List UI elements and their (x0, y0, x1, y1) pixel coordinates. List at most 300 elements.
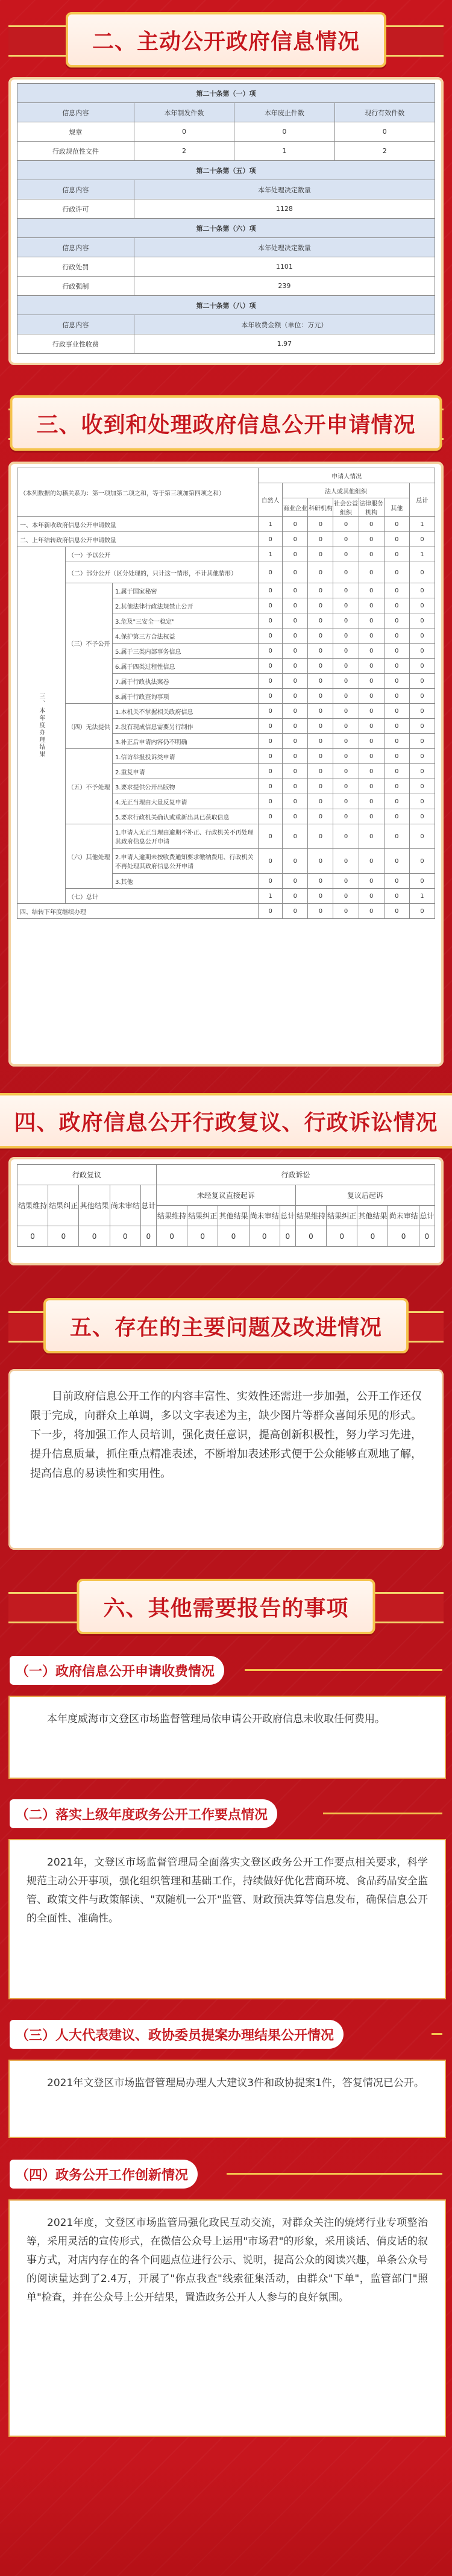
table-cell: 0 (384, 628, 409, 644)
table-cell: 0 (308, 517, 333, 532)
applications-table (17, 468, 435, 919)
section-header-public-info (0, 8, 452, 66)
table-cell: 0 (359, 689, 384, 704)
column-header: 本年处理决定数量 (134, 238, 435, 257)
table-cell: 0 (283, 628, 308, 644)
innovation-box (8, 2199, 446, 2437)
table-cell: 0 (17, 1226, 48, 1247)
section-title: 三、收到和处理政府信息公开申请情况 (36, 412, 416, 437)
table-cell: 0 (259, 532, 283, 547)
table-cell: 0 (283, 764, 308, 779)
table-cell: 0 (409, 779, 435, 794)
table-cell: 0 (359, 517, 384, 532)
table-cell: 0 (359, 628, 384, 644)
table-cell: 0 (333, 874, 359, 889)
table-cell: 0 (283, 644, 308, 659)
row-label: 2.申请人逾期未按收费通知要求缴纳费用、行政机关不再处理其政府信息公开申请 (112, 849, 258, 874)
table-cell: 0 (359, 674, 384, 689)
table-corner-note: （本列数据的勾稽关系为：第一项加第二项之和，等于第三项加第四项之和） (17, 468, 259, 517)
column-header: 其他结果 (218, 1206, 249, 1226)
subheading-tag (10, 1799, 277, 1828)
table-cell: 0 (140, 1226, 156, 1247)
table-cell: 0 (259, 874, 283, 889)
header-plate (43, 1298, 409, 1353)
table-cell: 0 (333, 734, 359, 749)
column-header: 信息内容 (17, 180, 134, 199)
column-header: 商业企业 (283, 498, 308, 517)
subheading-key-points (10, 1799, 442, 1828)
table-cell: 0 (409, 613, 435, 628)
table-cell: 0 (308, 719, 333, 734)
table-cell: 1 (409, 889, 435, 904)
table-cell: 0 (308, 889, 333, 904)
section-title: 二、主动公开政府信息情况 (92, 29, 360, 54)
table-cell: 0 (308, 674, 333, 689)
table-cell: 0 (308, 532, 333, 547)
header-plate (10, 395, 442, 451)
table-cell: 0 (283, 583, 308, 598)
table-cell: 0 (359, 547, 384, 562)
table-cell: 0 (283, 779, 308, 794)
table-cell: 0 (134, 122, 234, 142)
column-header: 本年处理决定数量 (134, 180, 435, 199)
table-cell: 0 (308, 904, 333, 919)
table-cell: 2 (134, 142, 234, 161)
table-cell: 0 (384, 904, 409, 919)
row-label: 2.其他法律行政法规禁止公开 (112, 598, 258, 613)
table-cell: 0 (384, 562, 409, 583)
table-cell: 行政处罚 (17, 257, 134, 277)
column-header: 信息内容 (17, 103, 134, 122)
table-cell: 0 (419, 1226, 435, 1247)
table-cell: 0 (333, 659, 359, 674)
table-cell: 0 (333, 779, 359, 794)
column-header: 科研机构 (308, 498, 333, 517)
table-cell: 行政事业性收费 (17, 334, 134, 354)
table-cell: 0 (384, 598, 409, 613)
row-label: （五）不予处理 (66, 749, 113, 824)
table-cell: 0 (259, 849, 283, 874)
table-cell: 0 (283, 794, 308, 809)
review-header: 行政复议 (17, 1165, 157, 1185)
table-cell: 0 (333, 749, 359, 764)
row-label: 1.申请人无正当理由逾期不补正、行政机关不再处理其政府信息公开申请 (112, 824, 258, 849)
table-cell: 0 (333, 719, 359, 734)
column-header: 尚未审结 (388, 1206, 419, 1226)
table-cell: 0 (333, 824, 359, 849)
table-cell: 0 (359, 874, 384, 889)
table-cell: 0 (308, 874, 333, 889)
section-header-applications (0, 392, 452, 450)
table-cell: 0 (283, 734, 308, 749)
table-cell: 0 (384, 749, 409, 764)
table-cell: 0 (259, 749, 283, 764)
column-header: 其他 (384, 498, 409, 517)
table-cell: 0 (359, 749, 384, 764)
after-review-header: 复议后起诉 (295, 1185, 435, 1206)
table-cell: 1 (259, 547, 283, 562)
table-cell: 0 (357, 1226, 388, 1247)
table-cell: 0 (308, 809, 333, 824)
table-cell: 0 (333, 583, 359, 598)
table-cell: 0 (283, 704, 308, 719)
table-cell: 0 (110, 1226, 140, 1247)
table-cell: 0 (333, 598, 359, 613)
table-cell: 1 (259, 517, 283, 532)
column-header: 社会公益组织 (333, 498, 359, 517)
table-cell: 0 (308, 764, 333, 779)
table-cell: 0 (333, 532, 359, 547)
table-cell: 0 (283, 689, 308, 704)
table-cell: 0 (259, 689, 283, 704)
column-header: 结果维持 (295, 1206, 326, 1226)
table-cell: 0 (283, 562, 308, 583)
subheading-line (432, 2033, 442, 2035)
section-title: 四、政府信息公开行政复议、行政诉讼情况 (14, 1110, 438, 1135)
table-cell: 0 (359, 889, 384, 904)
subheading-fees (10, 1656, 442, 1685)
table-cell: 0 (388, 1226, 419, 1247)
header-plate (66, 12, 386, 67)
table-cell: 0 (259, 598, 283, 613)
column-header: 总计 (419, 1206, 435, 1226)
table-cell: 行政强制 (17, 277, 134, 296)
row-label: 5.属于三类内部事务信息 (112, 644, 258, 659)
table-cell: 0 (384, 734, 409, 749)
table-cell: 1 (409, 517, 435, 532)
table-cell: 0 (384, 532, 409, 547)
section-title: 六、其他需要报告的事项 (103, 1596, 349, 1621)
table-cell: 0 (409, 809, 435, 824)
table-cell: 2 (334, 142, 435, 161)
subheading-line (245, 1669, 442, 1671)
table-cell: 0 (259, 794, 283, 809)
table-cell: 0 (283, 719, 308, 734)
table-card-active-disclosure (8, 77, 444, 365)
table-cell: 行政许可 (17, 199, 134, 219)
table-cell: 0 (359, 779, 384, 794)
table-cell: 0 (259, 628, 283, 644)
table-cell: 0 (333, 689, 359, 704)
table-cell: 0 (308, 794, 333, 809)
row-label: 4.保护第三方合法权益 (112, 628, 258, 644)
column-header: 结果纠正 (48, 1185, 79, 1226)
table-cell: 0 (333, 764, 359, 779)
table-cell: 0 (283, 904, 308, 919)
table-cell: 0 (283, 749, 308, 764)
row-label: 2.重复申请 (112, 764, 258, 779)
table-cell: 0 (409, 904, 435, 919)
subheading-tag (10, 1656, 224, 1685)
table-cell: 0 (359, 583, 384, 598)
table-cell: 0 (283, 659, 308, 674)
table-cell: 0 (259, 809, 283, 824)
table-cell: 0 (280, 1226, 295, 1247)
table-cell: 0 (409, 598, 435, 613)
table-cell: 0 (333, 794, 359, 809)
table-cell: 0 (333, 562, 359, 583)
table-cell: 0 (409, 583, 435, 598)
table-cell: 0 (359, 809, 384, 824)
table-cell: 0 (259, 613, 283, 628)
table-cell: 0 (259, 734, 283, 749)
table-cell: 0 (359, 532, 384, 547)
table-cell: 0 (333, 704, 359, 719)
row-label: 6.属于四类过程性信息 (112, 659, 258, 674)
subheading-proposals (10, 2020, 442, 2049)
column-header: 结果纠正 (327, 1206, 357, 1226)
column-header: 总计 (280, 1206, 295, 1226)
problems-text: 目前政府信息公开工作的内容丰富性、实效性还需进一步加强，公开工作还仅限于完成，向群众上单调，多以文字表述为主，缺少图片等群众喜闻乐见的形式。下一步，将加强工作人员培训，强化责任意识，提高创新积极性，努力学习先进，提升信息质量，抓住重点精准表述，不断增加表述形式便于公众能够直观地了解，提高信息的易读性和实用性。 (30, 1390, 422, 1480)
table-cell: 0 (295, 1226, 326, 1247)
row-label: 4.无正当理由大量反复申请 (112, 794, 258, 809)
table-cell: 0 (283, 674, 308, 689)
row-label: （六）其他处理 (66, 824, 113, 889)
section-header-review (0, 1089, 452, 1147)
table-cell: 0 (359, 659, 384, 674)
row-label: 一、本年新收政府信息公开申请数量 (17, 517, 259, 532)
table-cell: 1 (409, 547, 435, 562)
table-cell: 0 (384, 779, 409, 794)
table-cell: 0 (283, 874, 308, 889)
row-label: 1.信访举报投诉类申请 (112, 749, 258, 764)
row-label: 5.要求行政机关确认或重新出具已获取信息 (112, 809, 258, 824)
row-label: 7.属于行政执法案卷 (112, 674, 258, 689)
table-cell: 0 (259, 674, 283, 689)
row-label: 三、本年度办理结果 (17, 547, 66, 904)
row-label: 3.其他 (112, 874, 258, 889)
table-cell: 239 (134, 277, 435, 296)
table-cell: 0 (308, 849, 333, 874)
table-cell: 规章 (17, 122, 134, 142)
table-cell: 0 (308, 644, 333, 659)
row-label: 二、上年结转政府信息公开申请数量 (17, 532, 259, 547)
table-cell: 0 (259, 824, 283, 849)
table-cell: 1101 (134, 257, 435, 277)
table-cell: 0 (384, 689, 409, 704)
row-label: 2.没有现成信息需要另行制作 (112, 719, 258, 734)
table-cell: 0 (409, 674, 435, 689)
table-cell: 0 (359, 598, 384, 613)
table-cell: 0 (333, 904, 359, 919)
table-cell: 0 (359, 719, 384, 734)
row-label: 8.属于行政查询事项 (112, 689, 258, 704)
table-cell: 0 (187, 1226, 218, 1247)
subheading-tag (10, 2160, 198, 2189)
table-cell: 0 (308, 562, 333, 583)
table-cell: 0 (359, 644, 384, 659)
table-cell: 0 (384, 659, 409, 674)
table-cell: 0 (333, 849, 359, 874)
table-cell: 0 (409, 734, 435, 749)
table-cell: 0 (259, 644, 283, 659)
table-cell: 0 (384, 583, 409, 598)
table-cell: 0 (259, 704, 283, 719)
table-card-applications (8, 462, 444, 1067)
table-cell: 0 (384, 644, 409, 659)
table-cell: 0 (283, 824, 308, 849)
natural-person-header: 自然人 (259, 483, 283, 517)
table-cell: 0 (308, 659, 333, 674)
row-label: 四、结转下年度继续办理 (17, 904, 259, 919)
table-cell: 0 (384, 849, 409, 874)
table-cell: 0 (308, 613, 333, 628)
header-plate (0, 1093, 452, 1149)
table-cell: 0 (359, 764, 384, 779)
total-header: 总计 (409, 483, 435, 517)
problems-card (8, 1369, 444, 1550)
table-cell: 0 (409, 874, 435, 889)
table-section-heading: 第二十条第（一）项 (17, 84, 435, 103)
innovation-text: 2021年度，文登区市场监管局强化政民互动交流，对群众关注的焼烤行业专项整治等，采用灵活的宣传形式，在微信公众号上运用"市场君"的形象，采用谈话、俏皮话的叙事方式，对店内存在的各个问题点位进行公示、说明，提高公众的阅读兴趣，单条公众号的阅读量达到了2.4万，开展了"你点我查"线索征集活动，由群众"下单"，监管部门"照单"检查，并在公众号上公开结果，置造政务公开人人参与的良好氛围。 (27, 2217, 428, 2304)
bottom-shade (0, 2458, 452, 2576)
row-label: （四）无法提供 (66, 704, 113, 749)
table-cell: 0 (308, 734, 333, 749)
table-cell: 0 (384, 824, 409, 849)
table-cell: 0 (359, 562, 384, 583)
table-cell: 0 (333, 809, 359, 824)
table-cell: 0 (283, 809, 308, 824)
table-cell: 0 (218, 1226, 249, 1247)
table-cell: 0 (384, 719, 409, 734)
subheading-line (227, 2173, 442, 2175)
row-label: （二）部分公开（区分处理的，只计这一情形，不计其他情形） (66, 562, 259, 583)
table-cell: 0 (359, 794, 384, 809)
table-cell: 0 (333, 644, 359, 659)
table-cell: 0 (359, 704, 384, 719)
table-cell: 0 (259, 779, 283, 794)
table-cell: 1 (234, 142, 334, 161)
table-cell: 0 (333, 674, 359, 689)
subheading-line (323, 1813, 442, 1814)
table-cell: 0 (308, 628, 333, 644)
column-header: 结果纠正 (187, 1206, 218, 1226)
table-cell: 0 (234, 122, 334, 142)
table-cell: 0 (409, 562, 435, 583)
table-cell: 1 (259, 889, 283, 904)
table-cell: 0 (384, 547, 409, 562)
table-cell: 0 (409, 689, 435, 704)
table-cell: 0 (359, 824, 384, 849)
table-cell: 0 (359, 849, 384, 874)
fees-text: 本年度威海市文登区市场监督管理局依申请公开政府信息未收取任何费用。 (47, 1713, 385, 1725)
table-section-heading: 第二十条第（八）项 (17, 296, 435, 315)
subheading-title: （一）政府信息公开申请收费情况 (16, 1664, 215, 1679)
table-cell: 0 (409, 644, 435, 659)
proposals-box (8, 2060, 446, 2138)
table-cell: 0 (359, 904, 384, 919)
table-cell: 0 (259, 904, 283, 919)
row-label: 3.补正后申请内容仍不明确 (112, 734, 258, 749)
column-header: 其他结果 (357, 1206, 388, 1226)
table-cell: 行政规范性文件 (17, 142, 134, 161)
table-card-review (8, 1157, 444, 1265)
column-header: 本年制发件数 (134, 103, 234, 122)
table-cell: 0 (259, 764, 283, 779)
table-cell: 0 (359, 613, 384, 628)
table-cell: 0 (384, 674, 409, 689)
active-disclosure-table (17, 83, 435, 354)
table-cell: 0 (334, 122, 435, 142)
row-label: 1.属于国家秘密 (112, 583, 258, 598)
table-cell: 0 (409, 659, 435, 674)
table-cell: 0 (308, 704, 333, 719)
table-cell: 0 (333, 613, 359, 628)
table-section-heading: 第二十条第（五）项 (17, 161, 435, 180)
table-cell: 0 (384, 517, 409, 532)
table-cell: 0 (283, 517, 308, 532)
table-cell: 0 (283, 849, 308, 874)
table-cell: 0 (308, 749, 333, 764)
table-cell: 0 (283, 598, 308, 613)
table-cell: 0 (283, 532, 308, 547)
table-cell: 0 (333, 517, 359, 532)
table-cell: 0 (48, 1226, 79, 1247)
table-cell: 0 (384, 613, 409, 628)
section-header-problems (0, 1294, 452, 1352)
table-cell: 0 (156, 1226, 187, 1247)
section-title: 五、存在的主要问题及改进情况 (69, 1315, 383, 1340)
table-cell: 0 (333, 547, 359, 562)
applicant-header: 申请人情况 (259, 468, 435, 483)
column-header: 现行有效件数 (334, 103, 435, 122)
section-header-other (0, 1575, 452, 1633)
subheading-title: （四）政务公开工作创新情况 (16, 2167, 189, 2183)
column-header: 信息内容 (17, 315, 134, 334)
table-cell: 0 (333, 889, 359, 904)
table-cell: 0 (308, 583, 333, 598)
row-label: 3.要求提供公开出版物 (112, 779, 258, 794)
row-label: （三）不予公开 (66, 583, 113, 704)
table-cell: 0 (384, 704, 409, 719)
row-label: （一）予以公开 (66, 547, 259, 562)
table-cell: 0 (409, 849, 435, 874)
table-cell: 0 (384, 889, 409, 904)
table-cell: 1128 (134, 199, 435, 219)
table-cell: 0 (409, 749, 435, 764)
table-cell: 0 (409, 794, 435, 809)
table-cell: 0 (79, 1226, 110, 1247)
row-label: 1.本机关不掌握相关政府信息 (112, 704, 258, 719)
table-cell: 0 (259, 583, 283, 598)
table-cell: 0 (359, 734, 384, 749)
table-cell: 0 (259, 659, 283, 674)
table-cell: 0 (308, 689, 333, 704)
table-cell: 0 (283, 889, 308, 904)
table-cell: 0 (259, 719, 283, 734)
column-header: 法律服务机构 (359, 498, 384, 517)
table-cell: 0 (409, 532, 435, 547)
lawsuit-header: 行政诉讼 (156, 1165, 435, 1185)
table-section-heading: 第二十条第（六）项 (17, 219, 435, 238)
legal-person-header: 法人或其他组织 (283, 483, 410, 498)
row-label: （七）总计 (66, 889, 259, 904)
table-cell: 0 (259, 562, 283, 583)
table-cell: 0 (409, 628, 435, 644)
table-cell: 0 (283, 547, 308, 562)
subheading-tag (10, 2020, 344, 2049)
column-header: 结果维持 (156, 1206, 187, 1226)
subheading-title: （二）落实上级年度政务公开工作要点情况 (16, 1807, 268, 1823)
table-cell: 0 (384, 809, 409, 824)
header-plate (77, 1579, 375, 1634)
column-header: 本年废止件数 (234, 103, 334, 122)
row-label: 3.危及"三安全一稳定" (112, 613, 258, 628)
column-header: 其他结果 (79, 1185, 110, 1226)
table-cell: 0 (409, 824, 435, 849)
column-header: 总计 (140, 1185, 156, 1226)
key-points-box (8, 1839, 446, 1999)
